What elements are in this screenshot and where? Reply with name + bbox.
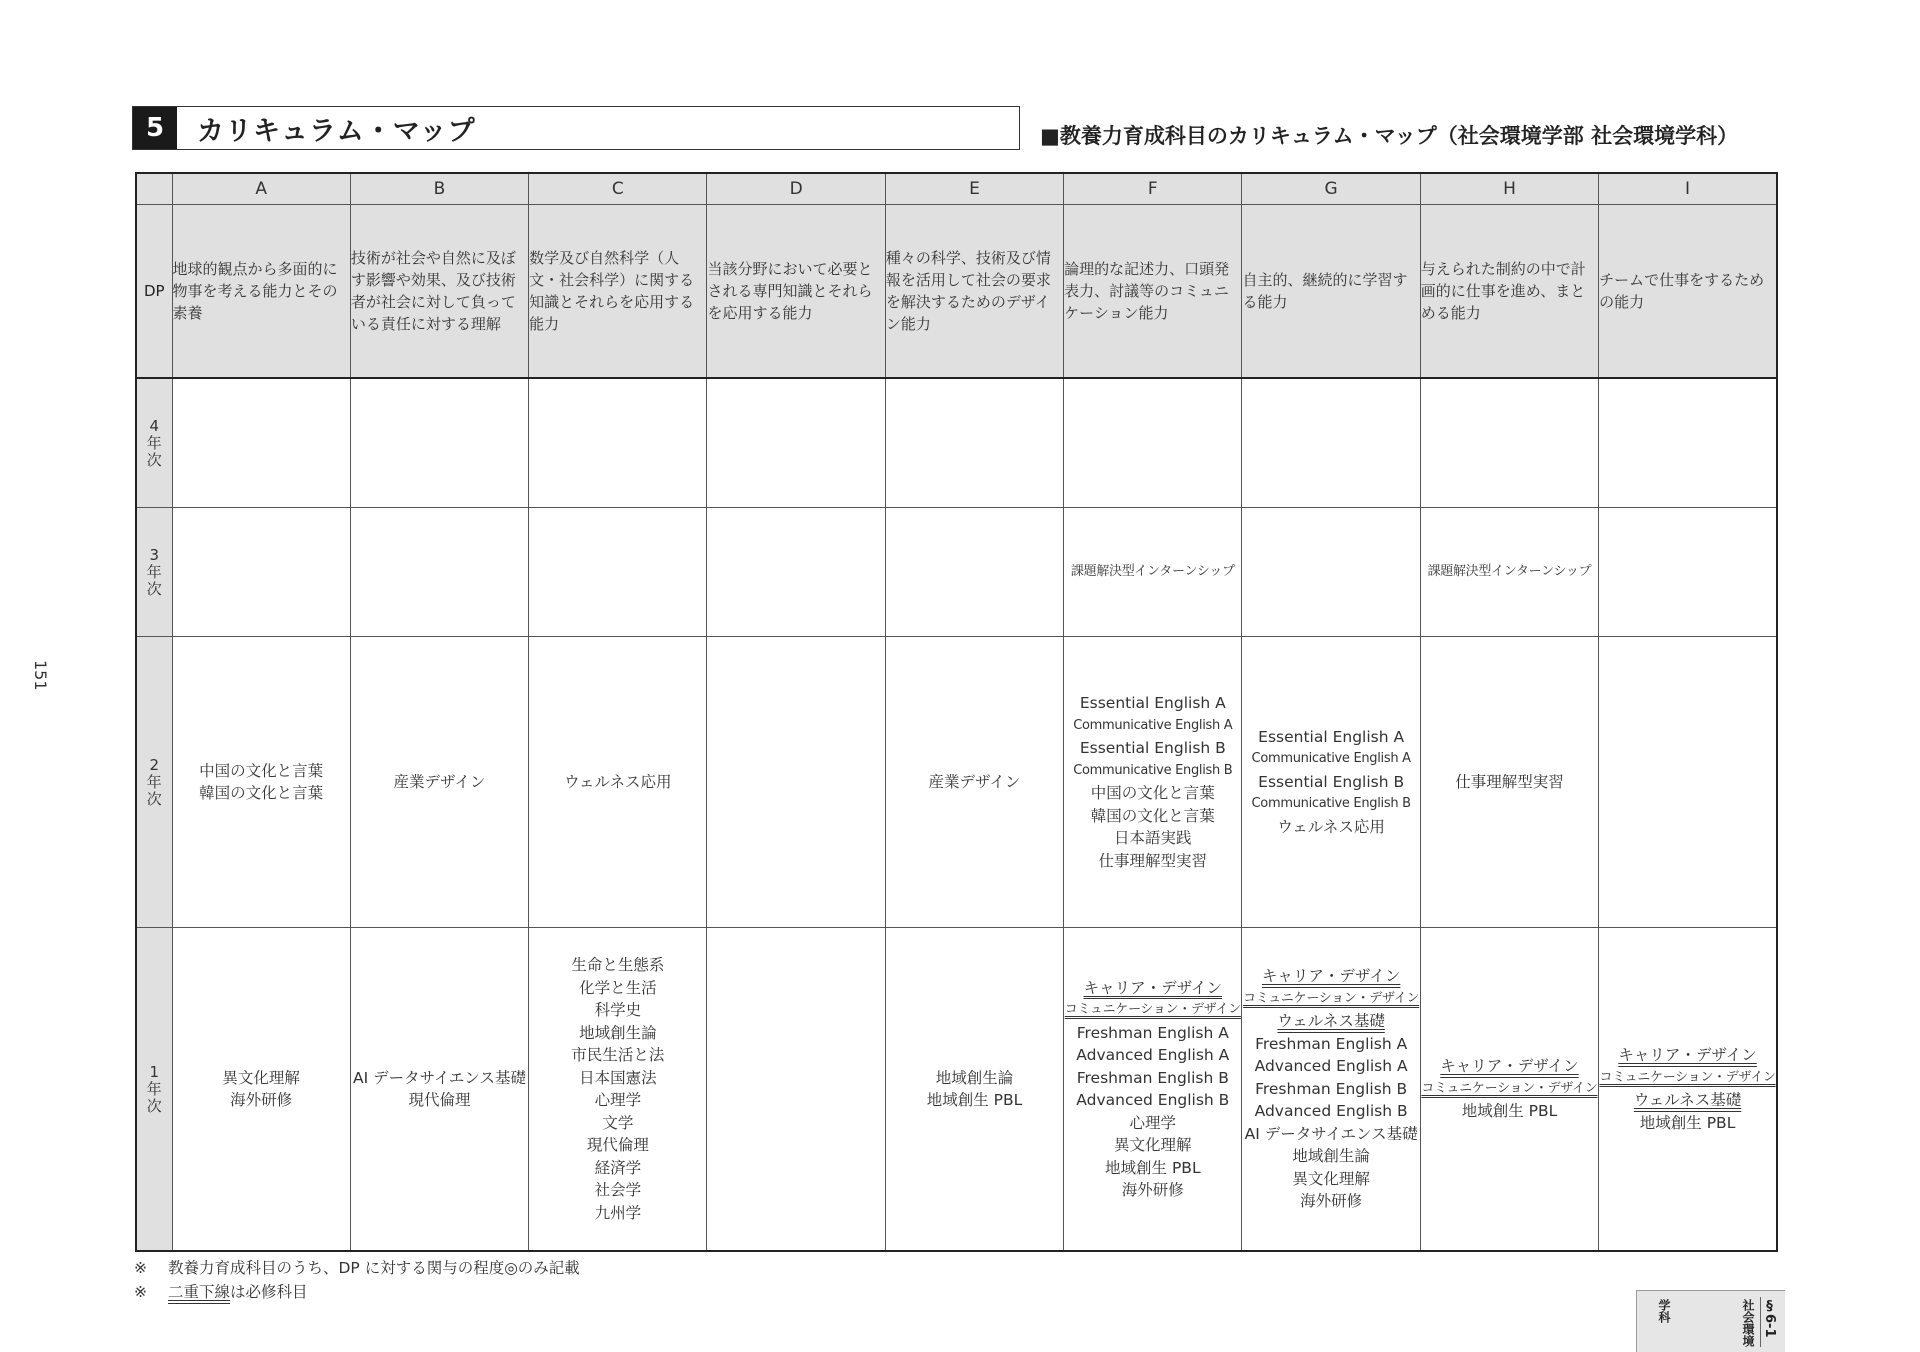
curriculum-map-table [135, 172, 1778, 1252]
required-course: キャリア・デザイン [1261, 967, 1401, 986]
year-label-char: 次 [146, 789, 162, 808]
course-name: 九州学 [594, 1203, 642, 1222]
required-course: コミュニケーション・デザイン [1064, 1002, 1241, 1017]
year-label-char: 年 [146, 1079, 162, 1098]
column-header-a: A [172, 173, 350, 205]
year-label-char: 年 [146, 562, 162, 581]
map-cell-f [1064, 928, 1242, 1252]
map-cell-d [707, 928, 885, 1252]
course-name: ウェルネス応用 [1277, 817, 1385, 836]
required-course: キャリア・デザイン [1618, 1046, 1757, 1064]
course-name: 経済学 [594, 1158, 642, 1177]
map-cell-i [1599, 637, 1777, 928]
course-name: Advanced English B [1076, 1091, 1230, 1109]
map-cell-f [1064, 508, 1242, 637]
chapter-label-2: 学科 [1657, 1299, 1671, 1323]
map-cell-i [1599, 378, 1777, 508]
section-title: カリキュラム・マップ [197, 115, 476, 147]
year-label-char: 2 [149, 755, 160, 774]
year-label-char: 次 [146, 579, 162, 598]
required-course: キャリア・デザイン [1440, 1057, 1579, 1076]
map-cell-b [350, 928, 528, 1252]
course-name: 産業デザイン [928, 772, 1021, 791]
year-label-char: 3 [149, 545, 160, 564]
column-header-g: G [1242, 173, 1420, 205]
dp-description-i: チームで仕事をするための能力 [1599, 205, 1777, 379]
course-name: AI データサイエンス基礎 [1244, 1124, 1418, 1143]
map-cell-b [350, 508, 528, 637]
map-cell-a [172, 508, 350, 637]
year-label-char: 4 [149, 416, 160, 435]
map-cell-d [707, 637, 885, 928]
footnote-2: ※ 二重下線は必修科目 [134, 1283, 308, 1301]
map-cell-c [529, 637, 707, 928]
course-name: Communicative English A [1251, 751, 1411, 767]
required-course: コミュニケーション・デザイン [1421, 1080, 1598, 1096]
dp-description-row [136, 205, 1777, 379]
map-cell-d [707, 378, 885, 508]
page-number: 151 [31, 660, 50, 691]
course-name: Communicative English A [1073, 717, 1233, 733]
year-row [136, 378, 1777, 508]
course-name: Essential English A [1258, 727, 1405, 746]
map-cell-e [885, 928, 1063, 1252]
course-name: 化学と生活 [579, 978, 657, 997]
map-cell-a [172, 378, 350, 508]
column-header-c: C [529, 173, 707, 205]
chapter-number: §6-1 [1762, 1299, 1777, 1338]
dp-description-d: 当該分野において必要とされる専門知識とそれらを応用する能力 [707, 205, 885, 379]
map-cell-c [529, 508, 707, 637]
map-cell-g [1242, 508, 1420, 637]
map-cell-g [1242, 637, 1420, 928]
course-name: Freshman English A [1076, 1023, 1229, 1042]
map-cell-e [885, 378, 1063, 508]
chapter-tab [1636, 1290, 1785, 1352]
map-cell-g [1242, 378, 1420, 508]
column-header-b: B [350, 173, 528, 205]
course-name: 課題解決型インターンシップ [1070, 563, 1235, 579]
course-name: Essential English B [1258, 772, 1405, 791]
dp-description-c: 数学及び自然科学（人文・社会科学）に関する知識とそれらを応用する能力 [529, 205, 707, 379]
course-name: 異文化理解 [1292, 1169, 1370, 1188]
map-subtitle: ■教養力育成科目のカリキュラム・マップ（社会環境学部 社会環境学科） [1040, 124, 1739, 148]
course-name: 海外研修 [230, 1091, 293, 1109]
dp-description-e: 種々の科学、技術及び情報を活用して社会の要求を解決するためのデザイン能力 [885, 205, 1063, 379]
column-header-i: I [1599, 173, 1777, 205]
course-name: Advanced English A [1254, 1057, 1408, 1076]
course-name: 地域創生論 [1292, 1147, 1370, 1166]
required-course: キャリア・デザイン [1083, 978, 1223, 997]
course-name: 文学 [602, 1113, 634, 1132]
year-label-char: 次 [146, 450, 162, 469]
course-name: 市民生活と法 [571, 1046, 665, 1064]
course-name: Freshman English B [1076, 1068, 1229, 1087]
course-name: 韓国の文化と言葉 [199, 784, 324, 802]
section-header [132, 106, 1020, 150]
year-label-char: 1 [149, 1062, 160, 1081]
required-course: ウェルネス基礎 [1277, 1012, 1385, 1031]
course-name: 産業デザイン [393, 772, 486, 791]
dp-description-b: 技術が社会や自然に及ぼす影響や効果、及び技術者が社会に対して負っている責任に対する理解 [350, 205, 528, 379]
course-name: 地域創生論 [935, 1068, 1014, 1087]
column-header-h: H [1420, 173, 1598, 205]
year-label-char: 年 [146, 772, 162, 791]
map-cell-b [350, 378, 528, 508]
column-header-f: F [1064, 173, 1242, 205]
course-name: 韓国の文化と言葉 [1090, 806, 1215, 825]
year-label [136, 928, 172, 1252]
dp-description-a: 地球的観点から多面的に物事を考える能力とその素養 [172, 205, 350, 379]
dp-description-g: 自主的、継続的に学習する能力 [1242, 205, 1420, 379]
course-name: Communicative English B [1073, 762, 1233, 778]
course-name: Essential English B [1079, 739, 1226, 757]
course-name: Freshman English B [1255, 1079, 1408, 1098]
map-cell-h [1420, 928, 1598, 1252]
course-name: 日本国憲法 [579, 1068, 657, 1087]
course-name: 海外研修 [1121, 1181, 1184, 1199]
map-cell-d [707, 508, 885, 637]
course-name: 海外研修 [1300, 1192, 1363, 1211]
course-name: 地域創生 PBL [926, 1091, 1023, 1109]
course-name: 異文化理解 [1114, 1136, 1192, 1154]
course-name: Freshman English A [1255, 1034, 1408, 1053]
dp-description-f: 論理的な記述力、口頭発表力、討議等のコミュニケーション能力 [1064, 205, 1242, 379]
year-row [136, 508, 1777, 637]
course-name: 心理学 [594, 1091, 642, 1109]
map-cell-i [1599, 508, 1777, 637]
course-name: 科学史 [594, 1001, 642, 1019]
course-name: Communicative English B [1251, 796, 1411, 812]
dp-description-h: 与えられた制約の中で計画的に仕事を進め、まとめる能力 [1420, 205, 1598, 379]
course-name: 心理学 [1129, 1113, 1177, 1132]
map-cell-e [885, 637, 1063, 928]
map-cell-f [1064, 637, 1242, 928]
year-row [136, 928, 1777, 1252]
map-cell-c [529, 378, 707, 508]
required-course: ウェルネス基礎 [1633, 1091, 1742, 1109]
footnote-1: ※ 教養力育成科目のうち、DP に対する関与の程度◎のみ記載 [134, 1259, 580, 1277]
year-label [136, 378, 172, 508]
course-name: 現代倫理 [586, 1136, 649, 1154]
course-name: Advanced English B [1254, 1102, 1408, 1121]
required-course: コミュニケーション・デザイン [1243, 990, 1420, 1006]
course-name: 仕事理解型実習 [1455, 772, 1564, 791]
column-header-d: D [707, 173, 885, 205]
course-name: 地域創生 PBL [1105, 1158, 1201, 1177]
map-cell-g [1242, 928, 1420, 1252]
course-name: 生命と生態系 [571, 956, 665, 974]
map-cell-i [1599, 928, 1777, 1252]
map-cell-h [1420, 508, 1598, 637]
course-name: 中国の文化と言葉 [1090, 784, 1215, 802]
column-header-e: E [885, 173, 1063, 205]
course-name: 現代倫理 [408, 1091, 471, 1109]
chapter-label: 社会環境 [1741, 1299, 1755, 1347]
course-name: ウェルネス応用 [564, 772, 672, 791]
map-cell-c [529, 928, 707, 1252]
year-label [136, 508, 172, 637]
corner-cell [136, 173, 172, 205]
map-cell-b [350, 637, 528, 928]
course-name: 異文化理解 [222, 1068, 300, 1087]
column-letter-row [136, 173, 1777, 205]
map-cell-h [1420, 637, 1598, 928]
course-name: AI データサイエンス基礎 [353, 1068, 526, 1087]
course-name: Advanced English A [1076, 1046, 1230, 1064]
dp-label: DP [136, 205, 172, 379]
section-number: 5 [133, 107, 177, 149]
year-row [136, 637, 1777, 928]
course-name: 社会学 [594, 1181, 642, 1199]
footnotes [134, 1256, 580, 1304]
year-label [136, 637, 172, 928]
course-name: 課題解決型インターンシップ [1427, 563, 1592, 579]
course-name: 仕事理解型実習 [1098, 851, 1208, 870]
map-cell-a [172, 928, 350, 1252]
map-cell-h [1420, 378, 1598, 508]
year-label-char: 次 [146, 1096, 162, 1115]
year-label-char: 年 [146, 433, 162, 452]
course-name: Essential English A [1079, 694, 1226, 712]
map-cell-f [1064, 378, 1242, 508]
course-name: 日本語実践 [1114, 829, 1192, 847]
required-course: コミュニケーション・デザイン [1599, 1069, 1776, 1085]
map-cell-e [885, 508, 1063, 637]
course-name: 地域創生 PBL [1461, 1102, 1558, 1121]
course-name: 地域創生論 [579, 1023, 657, 1042]
course-name: 中国の文化と言葉 [199, 761, 324, 780]
map-cell-a [172, 637, 350, 928]
course-name: 地域創生 PBL [1639, 1113, 1736, 1132]
